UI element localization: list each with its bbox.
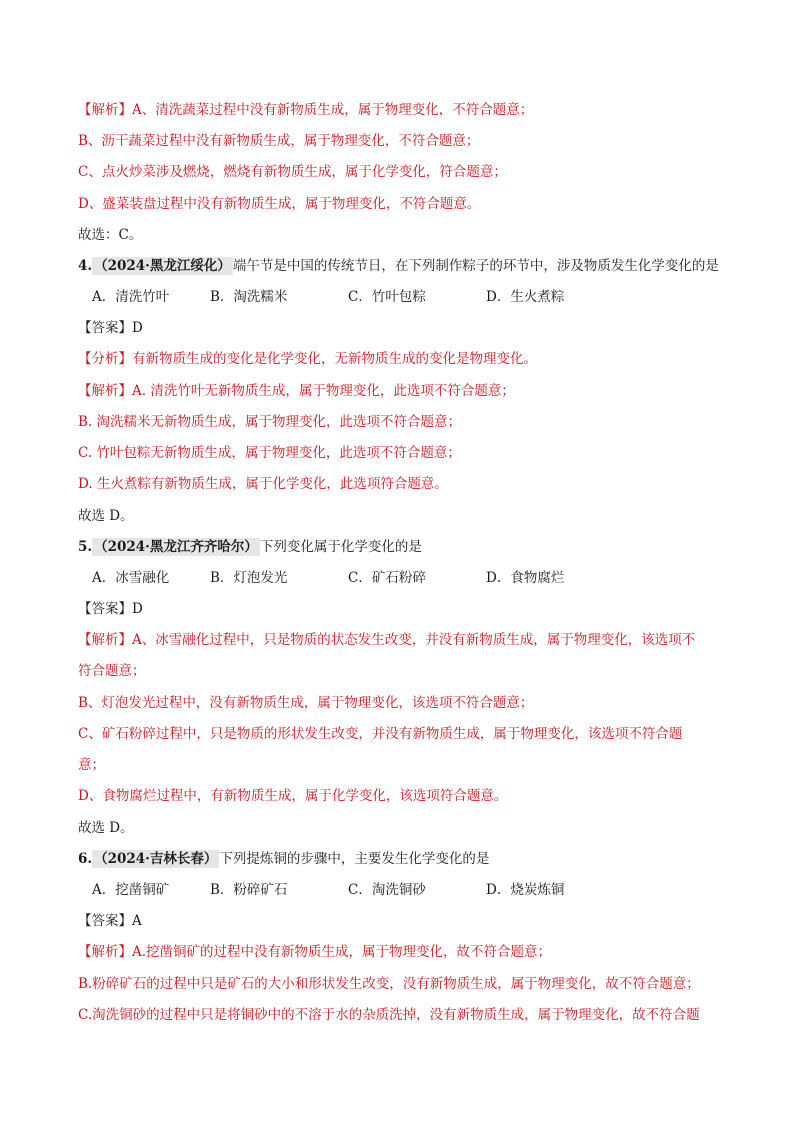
explanation-line: 【解析】A、冰雪融化过程中，只是物质的状态发生改变，并没有新物质生成，属于物理变化，该选项不: [78, 632, 696, 648]
answer-text: 【答案】A: [78, 913, 142, 929]
conclusion-line: 故选 D。: [78, 820, 134, 836]
explanation-line: D、食物腐烂过程中，有新物质生成，属于化学变化，该选项符合题意。: [78, 788, 508, 804]
explanation-line: C. 竹叶包粽无新物质生成，属于物理变化，此选项不符合题意；: [78, 445, 461, 461]
explanation-line: B、沥干蔬菜过程中没有新物质生成，属于物理变化，不符合题意；: [78, 133, 480, 149]
question-number: 6.: [78, 851, 93, 867]
answer-text: 【答案】D: [78, 601, 143, 617]
question-5-options: [92, 568, 564, 588]
option-a: A．清洗竹叶: [92, 289, 170, 305]
explanation-line: B.粉碎矿石的过程中只是矿石的大小和形状发生改变，没有新物质生成，属于物理变化，故不符合题意；: [78, 976, 700, 992]
explanation-line: 【解析】A. 清洗竹叶无新物质生成，属于物理变化，此选项不符合题意；: [78, 383, 515, 399]
explanation-line: C、点火炒菜涉及燃烧，燃烧有新物质生成，属于化学变化，符合题意；: [78, 164, 507, 180]
option-d: D．食物腐烂: [486, 570, 565, 586]
option-c: C．竹叶包粽: [348, 289, 426, 305]
question-text: 下列提炼铜的步骤中，主要发生化学变化的是: [219, 851, 490, 867]
question-6-options: [92, 880, 564, 900]
conclusion-line: 故选 D。: [78, 508, 134, 524]
explanation-line: B. 淘洗糯米无新物质生成，属于物理变化，此选项不符合题意；: [78, 414, 462, 430]
analysis-line: 【分析】有新物质生成的变化是化学变化，无新物质生成的变化是物理变化。: [78, 351, 537, 367]
option-a: A．挖凿铜矿: [92, 882, 170, 898]
conclusion-line: 故选：C。: [78, 227, 143, 243]
explanation-line: 意；: [78, 757, 105, 773]
question-5-stem: [78, 537, 422, 557]
question-4-stem: [78, 256, 719, 276]
answer-line: [78, 318, 143, 338]
answer-text: 【答案】D: [78, 320, 143, 336]
explanation-line: D. 生火煮粽有新物质生成，属于化学变化，此选项符合题意。: [78, 476, 448, 492]
explanation-line: B、灯泡发光过程中，没有新物质生成，属于物理变化，该选项不符合题意；: [78, 695, 534, 711]
option-b: B．灯泡发光: [210, 570, 288, 586]
explanation-line: D、盛菜装盘过程中没有新物质生成，属于物理变化，不符合题意。: [78, 196, 481, 212]
option-c: C．矿石粉碎: [348, 570, 426, 586]
answer-line: [78, 911, 142, 931]
question-number: 4.: [78, 258, 93, 274]
option-b: B．淘洗糯米: [210, 289, 288, 305]
explanation-line: C、矿石粉碎过程中，只是物质的形状发生改变，并没有新物质生成，属于物理变化，该选项不符合题: [78, 726, 683, 742]
option-b: B．粉碎矿石: [210, 882, 288, 898]
question-text: 下列变化属于化学变化的是: [259, 539, 422, 555]
question-number: 5.: [78, 539, 93, 555]
question-text: 端午节是中国的传统节日，在下列制作粽子的环节中，涉及物质发生化学变化的是: [232, 258, 719, 274]
question-4-options: [92, 287, 564, 307]
option-a: A．冰雪融化: [92, 570, 170, 586]
explanation-line: 符合题意；: [78, 663, 146, 679]
question-6-stem: [78, 849, 489, 869]
explanation-line: 【解析】A、清洗蔬菜过程中没有新物质生成，属于物理变化，不符合题意；: [78, 102, 534, 118]
option-d: D．烧炭炼铜: [486, 882, 565, 898]
explanation-line: 【解析】A.挖凿铜矿的过程中没有新物质生成，属于物理变化，故不符合题意；: [78, 944, 552, 960]
option-d: D．生火煮粽: [486, 289, 565, 305]
question-source: （2024·吉林长春）: [94, 851, 218, 867]
explanation-line: C.淘洗铜砂的过程中只是将铜砂中的不溶于水的杂质洗掉，没有新物质生成，属于物理变化，故不符合题: [78, 1007, 700, 1023]
question-source: （2024·黑龙江齐齐哈尔）: [94, 539, 258, 555]
answer-line: [78, 599, 143, 619]
question-source: （2024·黑龙江绥化）: [94, 258, 231, 274]
option-c: C．淘洗铜砂: [348, 882, 426, 898]
